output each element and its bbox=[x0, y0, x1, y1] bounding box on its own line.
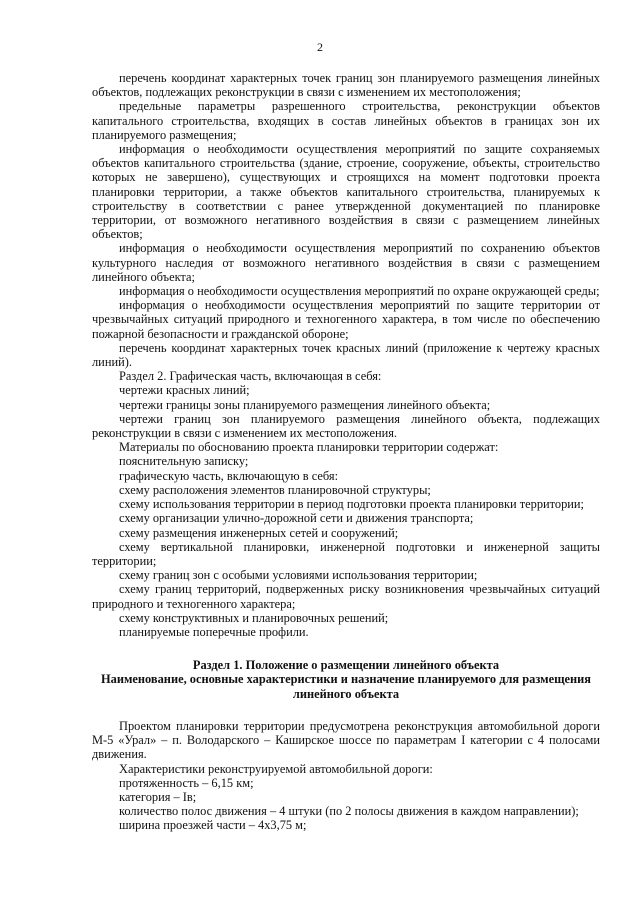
paragraph: схему вертикальной планировки, инженерной подготовки и инженерной защиты территории; bbox=[92, 539, 600, 568]
paragraph: протяженность – 6,15 км; bbox=[119, 775, 254, 790]
paragraph: количество полос движения – 4 штуки (по 2 полосы движения в каждом направлении); bbox=[119, 804, 579, 819]
paragraph: информация о необходимости осуществления мероприятий по охране окружающей среды; bbox=[119, 284, 600, 299]
paragraph: Проектом планировки территории предусмотрена реконструкция автомобильной дороги М-5 «Урал» – п. Володарского – Каширское шоссе по параметрам I категории с 4 полосами движения. bbox=[92, 719, 600, 762]
paragraph: пояснительную записку; bbox=[119, 454, 249, 469]
characteristics-text bbox=[92, 719, 600, 833]
paragraph: перечень координат характерных точек границ зон планируемого размещения линейных объектов, подлежащих реконструкции в связи с изменением их местоположения; bbox=[92, 71, 600, 100]
paragraph: информация о необходимости осуществления мероприятий по защите территории от чрезвычайных ситуаций природного и техногенного характера, в том числе по обеспечению пожарной безопасности и гражданской обороне; bbox=[92, 298, 600, 341]
page-number: 2 bbox=[317, 40, 323, 54]
paragraph: информация о необходимости осуществления мероприятий по сохранению объектов культурного наследия от возможного негативного воздействия в связи с размещением линейного объекта; bbox=[92, 241, 600, 284]
paragraph: графическую часть, включающую в себя: bbox=[119, 468, 339, 483]
paragraph: чертежи границ зон планируемого размещения линейного объекта, подлежащих реконструкции в связи с изменением их местоположения. bbox=[92, 411, 600, 441]
section-title: Раздел 1. Положение о размещении линейного объекта bbox=[192, 658, 500, 672]
paragraph: схему размещения инженерных сетей и сооружений; bbox=[119, 525, 399, 540]
materials-intro: Материалы по обоснованию проекта планировки территории содержат: bbox=[119, 440, 499, 455]
paragraph: схему расположения элементов планировочной структуры; bbox=[119, 482, 431, 497]
paragraph: перечень координат характерных точек красных линий (приложение к чертежу красных линий). bbox=[92, 340, 600, 370]
section-2-intro: Раздел 2. Графическая часть, включающая в себя: bbox=[119, 369, 382, 384]
paragraph: информация о необходимости осуществления мероприятий по защите сохраняемых объектов капитального строительства (здание, строение, сооружение, объекты, строительство которых не завершено), существующих и строящихся на момент подготовки проекта планировки территории, а также объектов капитального строительства, планируемых к строительству в соответствии с ранее утвержденной документацией по планировке территории, от возможного негативного воздействия в связи с размещением линейных объектов; bbox=[92, 142, 600, 242]
paragraph: чертежи границы зоны планируемого размещения линейного объекта; bbox=[119, 397, 491, 412]
requirements-list bbox=[92, 71, 600, 639]
paragraph: чертежи красных линий; bbox=[119, 383, 250, 398]
paragraph: схему конструктивных и планировочных решений; bbox=[119, 610, 389, 625]
paragraph: ширина проезжей части – 4х3,75 м; bbox=[119, 818, 307, 833]
section-heading bbox=[92, 658, 600, 701]
paragraph: схему организации улично-дорожной сети и движения транспорта; bbox=[119, 511, 474, 526]
paragraph: категория – Iв; bbox=[119, 790, 197, 805]
paragraph: предельные параметры разрешенного строительства, реконструкции объектов капитального строительства, входящих в состав линейных объектов в границах зон их планируемого размещения; bbox=[92, 99, 600, 142]
paragraph: схему границ территорий, подверженных риску возникновения чрезвычайных ситуаций природного и техногенного характера; bbox=[92, 582, 600, 611]
paragraph: планируемые поперечные профили. bbox=[119, 624, 309, 639]
paragraph: схему границ зон с особыми условиями использования территории; bbox=[119, 568, 478, 583]
section-subtitle: Наименование, основные характеристики и назначение планируемого для размещения линейного объекта bbox=[100, 672, 592, 701]
paragraph: Характеристики реконструируемой автомобильной дороги: bbox=[119, 761, 433, 776]
paragraph: схему использования территории в период подготовки проекта планировки территории; bbox=[119, 497, 584, 512]
